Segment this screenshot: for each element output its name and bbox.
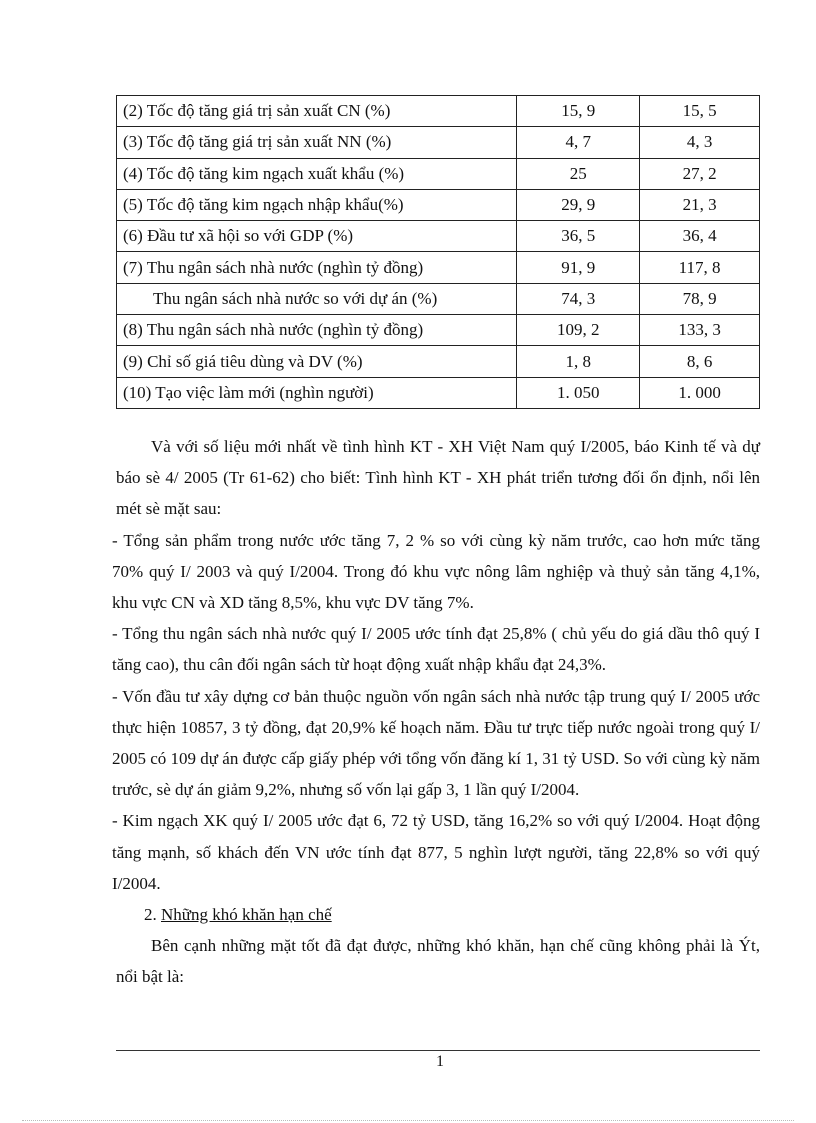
row-value-1: 25	[517, 158, 640, 189]
row-value-1: 1. 050	[517, 377, 640, 408]
statistics-table	[116, 95, 760, 409]
row-label: (2) Tốc độ tăng giá trị sản xuất CN (%)	[117, 96, 517, 127]
row-value-2: 36, 4	[640, 221, 760, 252]
row-label: (9) Chỉ số giá tiêu dùng và DV (%)	[117, 346, 517, 377]
closing-paragraph: Bên cạnh những mặt tốt đã đạt được, những khó khăn, hạn chế cũng không phải là Ýt, nổi bật là:	[116, 936, 760, 987]
table-row	[117, 346, 760, 377]
table-row	[117, 158, 760, 189]
row-label: (10) Tạo việc làm mới (nghìn người)	[117, 377, 517, 408]
table-row	[117, 252, 760, 283]
page-edge-divider	[22, 1120, 794, 1121]
row-value-1: 91, 9	[517, 252, 640, 283]
body-text	[112, 431, 760, 993]
row-value-2: 78, 9	[640, 283, 760, 314]
row-label: (7) Thu ngân sách nhà nước (nghìn tỷ đồng)	[117, 252, 517, 283]
row-value-1: 74, 3	[517, 283, 640, 314]
row-value-1: 109, 2	[517, 315, 640, 346]
section-number: 2.	[144, 905, 157, 925]
bullet-gdp: - Tổng sản phẩm trong nước ước tăng 7, 2 % so với cùng kỳ năm trước, cao hơn mức tăng 70% quý I/ 2003 và quý I/2004. Trong đó khu vực nông lâm nghiệp và thuỷ sản tăng 4,1%, khu vực CN và XD tăng 8,5%, khu vực DV tăng 7%.	[112, 530, 760, 613]
row-label: (6) Đầu tư xã hội so với GDP (%)	[117, 221, 517, 252]
table-row	[117, 127, 760, 158]
row-value-1: 15, 9	[517, 96, 640, 127]
table-row	[117, 315, 760, 346]
row-value-2: 21, 3	[640, 189, 760, 220]
section-heading	[116, 899, 760, 930]
row-value-1: 1, 8	[517, 346, 640, 377]
bullet-exports: - Kim ngạch XK quý I/ 2005 ước đạt 6, 72 tỷ USD, tăng 16,2% so với quý I/2004. Hoạt động tăng mạnh, số khách đến VN ước tính đạt 877, 5 nghìn lượt người, tăng 22,8% so với quý I/2004.	[112, 811, 760, 893]
row-value-1: 29, 9	[517, 189, 640, 220]
table-row	[117, 189, 760, 220]
row-label: (3) Tốc độ tăng giá trị sản xuất NN (%)	[117, 127, 517, 158]
table-row	[117, 96, 760, 127]
row-label: (4) Tốc độ tăng kim ngạch xuất khẩu (%)	[117, 158, 517, 189]
row-value-2: 8, 6	[640, 346, 760, 377]
bullet-budget: - Tổng thu ngân sách nhà nước quý I/ 2005 ước tính đạt 25,8% ( chủ yếu do giá dầu thô quý I tăng cao), thu cân đối ngân sách từ hoạt động xuất nhập khẩu đạt 24,3%.	[112, 624, 760, 675]
row-value-2: 117, 8	[640, 252, 760, 283]
bullet-investment: - Vốn đầu tư xây dựng cơ bản thuộc nguồn vốn ngân sách nhà nước tập trung quý I/ 2005 ước thực hiện 10857, 3 tỷ đồng, đạt 20,9% kế hoạch năm. Đầu tư trực tiếp nước ngoài trong quý I/ 2005 có 109 dự án được cấp giấy phép với tổng vốn đăng kí 1, 31 tỷ USD. So với cùng kỳ năm trước, sè dự án giảm 9,2%, nhưng số vốn lại gấp 3, 1 lần quý I/2004.	[112, 686, 760, 800]
row-value-2: 1. 000	[640, 377, 760, 408]
row-value-2: 27, 2	[640, 158, 760, 189]
section-title: Những khó khăn hạn chế	[161, 905, 332, 925]
row-value-1: 4, 7	[517, 127, 640, 158]
table-row	[117, 377, 760, 408]
row-label: Thu ngân sách nhà nước so với dự án (%)	[117, 283, 517, 314]
page-number: 1	[436, 1053, 444, 1070]
table-row	[117, 283, 760, 314]
row-label: (5) Tốc độ tăng kim ngạch nhập khẩu(%)	[117, 189, 517, 220]
row-value-2: 15, 5	[640, 96, 760, 127]
row-value-2: 133, 3	[640, 315, 760, 346]
row-value-2: 4, 3	[640, 127, 760, 158]
footer-divider	[116, 1050, 760, 1051]
row-label: (8) Thu ngân sách nhà nước (nghìn tỷ đồng)	[117, 315, 517, 346]
table-row	[117, 221, 760, 252]
intro-paragraph: Và với số liệu mới nhất về tình hình KT - XH Việt Nam quý I/2005, báo Kinh tế và dự báo sè 4/ 2005 (Tr 61-62) cho biết: Tình hình KT - XH phát triển tương đối ổn định, nổi lên mét sè mặt sau:	[116, 437, 760, 519]
row-value-1: 36, 5	[517, 221, 640, 252]
